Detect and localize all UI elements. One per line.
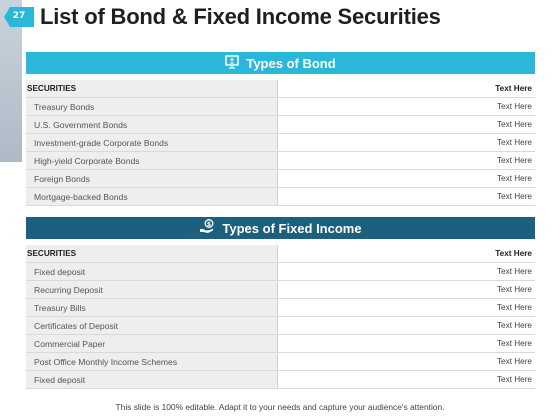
row-value: Text Here (496, 192, 532, 201)
page-title: List of Bond & Fixed Income Securities (40, 4, 441, 29)
row-label: Post Office Monthly Income Schemes (26, 353, 278, 370)
table-row (26, 371, 535, 389)
row-label: Foreign Bonds (26, 170, 278, 187)
row-value: Text Here (496, 339, 532, 348)
header-value: Text Here (495, 84, 532, 93)
header-value: Text Here (495, 249, 532, 258)
row-label: Treasury Bills (26, 299, 278, 316)
table-row (26, 353, 535, 371)
svg-text:$: $ (207, 221, 212, 228)
row-value: Text Here (496, 102, 532, 111)
table-row (26, 152, 535, 170)
row-value: Text Here (496, 267, 532, 276)
fixed-income-banner (26, 217, 535, 239)
row-value: Text Here (496, 357, 532, 366)
table-row (26, 263, 535, 281)
fixed-income-section (26, 217, 535, 389)
fixed-income-heading: Types of Fixed Income (222, 220, 362, 236)
footer-note: This slide is 100% editable. Adapt it to your needs and capture your audience's attention. (115, 402, 445, 412)
table-row (26, 281, 535, 299)
row-value: Text Here (496, 156, 532, 165)
table-row (26, 188, 535, 206)
table-row (26, 98, 535, 116)
column-header: SECURITIES (26, 80, 278, 97)
table-row (26, 170, 535, 188)
row-label: Mortgage-backed Bonds (26, 188, 278, 205)
row-label: Fixed deposit (26, 263, 278, 280)
row-value: Text Here (496, 285, 532, 294)
table-row (26, 299, 535, 317)
row-value: Text Here (496, 174, 532, 183)
row-label: U.S. Government Bonds (26, 116, 278, 133)
row-label: Investment-grade Corporate Bonds (26, 134, 278, 151)
table-header-row (26, 80, 535, 98)
table-row (26, 116, 535, 134)
table-row (26, 317, 535, 335)
row-label: Recurring Deposit (26, 281, 278, 298)
column-header: SECURITIES (26, 245, 278, 262)
row-value: Text Here (496, 375, 532, 384)
table-row (26, 335, 535, 353)
bond-banner (26, 52, 535, 74)
row-label: Fixed deposit (26, 371, 278, 388)
presentation-board-icon (225, 55, 239, 72)
dollar-hand-icon (199, 219, 215, 237)
row-label: Treasury Bonds (26, 98, 278, 115)
row-label: High-yield Corporate Bonds (26, 152, 278, 169)
row-value: Text Here (496, 321, 532, 330)
row-label: Certificates of Deposit (26, 317, 278, 334)
row-value: Text Here (496, 120, 532, 129)
table-row (26, 134, 535, 152)
row-value: Text Here (496, 303, 532, 312)
bond-heading: Types of Bond (246, 55, 336, 71)
page-number: 27 (12, 11, 26, 21)
row-label: Commercial Paper (26, 335, 278, 352)
row-value: Text Here (496, 138, 532, 147)
page-number-badge (4, 6, 34, 28)
bond-table (26, 80, 535, 206)
bond-section (26, 52, 535, 206)
fixed-income-table (26, 245, 535, 389)
table-header-row (26, 245, 535, 263)
